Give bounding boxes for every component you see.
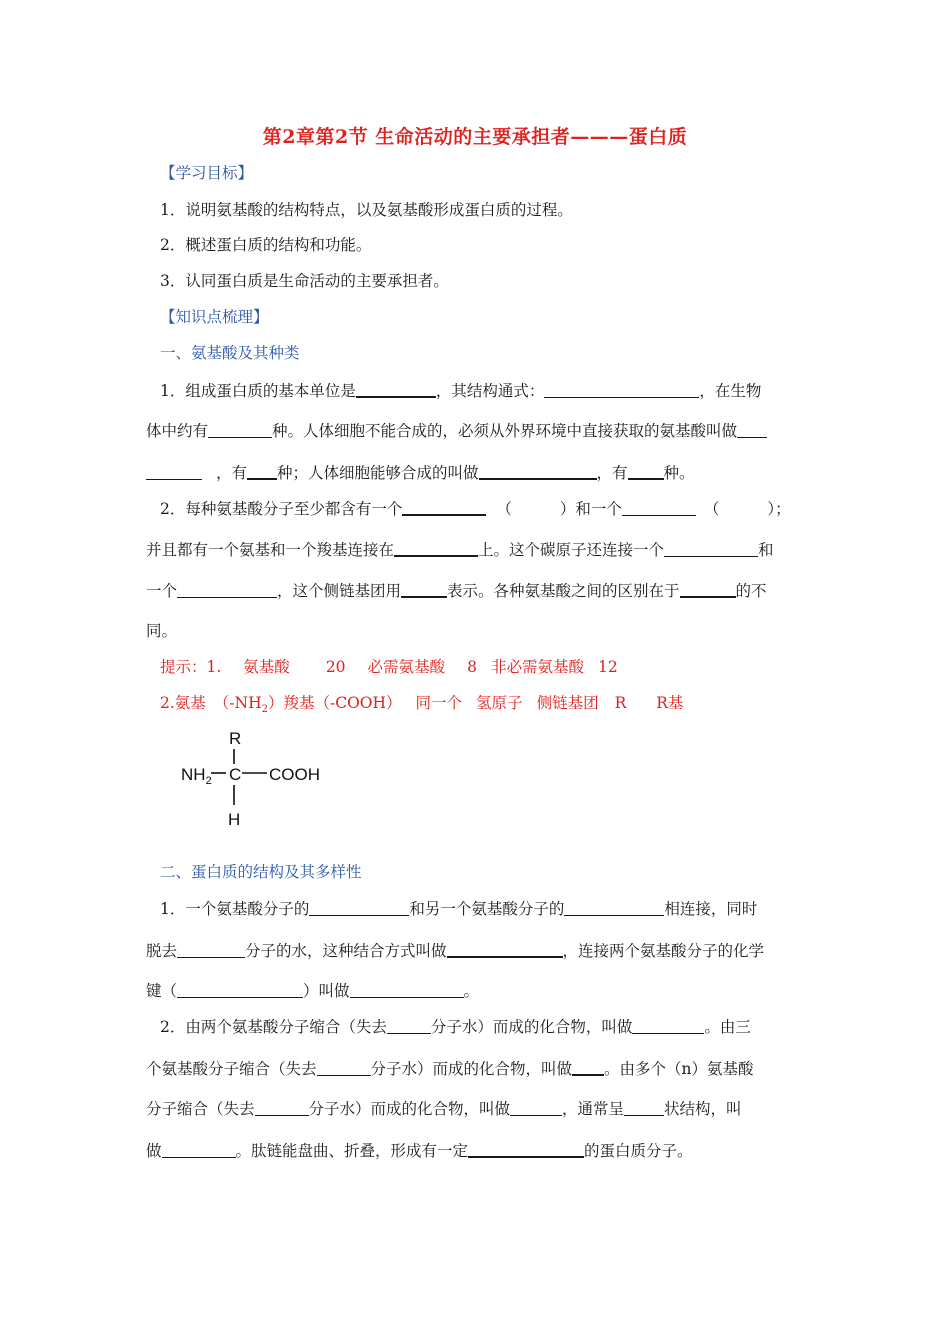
- blank: [317, 1059, 371, 1076]
- blank: [247, 462, 277, 480]
- blank: [401, 580, 447, 598]
- blank: [468, 1140, 584, 1158]
- knowledge-header: 【知识点梳理】: [160, 308, 269, 326]
- blank: [479, 462, 597, 480]
- blank: [564, 899, 664, 916]
- s2-p1-line3: 键（ ）叫做 。: [146, 982, 480, 1000]
- goal-item: 1．说明氨基酸的结构特点，以及氨基酸形成蛋白质的过程。: [160, 201, 573, 219]
- goal-item: 3．认同蛋白质是生命活动的主要承担者。: [160, 272, 449, 290]
- s1-p1-line2: 体中约有 种。人体细胞不能合成的，必须从外界环境中直接获取的氨基酸叫做: [146, 421, 767, 441]
- s1-p2-line3: 一个 ，这个侧链基团用 表示。各种氨基酸之间的区别在于 的不: [146, 582, 767, 600]
- blank: [177, 981, 303, 998]
- goal-item: 2．概述蛋白质的结构和功能。: [160, 236, 372, 254]
- alpha-carbon-label: C: [229, 765, 242, 784]
- blank: [162, 1141, 236, 1158]
- blank: [572, 1058, 604, 1076]
- s2-p2-line3: 分子缩合（失去 分子水）而成的化合物，叫做 ，通常呈 状结构，叫: [146, 1100, 742, 1118]
- blank: [737, 421, 767, 438]
- blank: [622, 499, 696, 516]
- s2-p2-line4: 做 。肽链能盘曲、折叠，形成有一定 的蛋白质分子。: [146, 1142, 693, 1160]
- blank: [309, 899, 409, 916]
- blank: [177, 941, 245, 958]
- blank: [208, 421, 272, 438]
- amino-acid-structure-diagram: [178, 728, 328, 833]
- blank: [394, 539, 478, 557]
- hint-line1: 提示：1. 氨基酸 20 必需氨基酸 8 非必需氨基酸 12: [160, 658, 618, 676]
- hint-line2: 2.氨基 $(-NH_2)$羧基（-COOH） 同一个 氢原子 侧链基团 R R基: [160, 694, 684, 716]
- page-title: 第2章第2节 生命活动的主要承担者———蛋白质: [262, 126, 688, 148]
- r-group-label: R: [229, 729, 242, 748]
- blank: [146, 463, 202, 480]
- blank: [387, 1017, 431, 1034]
- amino-group-label: $NH_2$: [181, 765, 212, 787]
- blank: [356, 380, 436, 398]
- blank: [664, 540, 758, 557]
- blank: [447, 940, 563, 958]
- blank: [402, 498, 486, 516]
- carboxyl-group-label: COOH: [269, 765, 320, 784]
- blank: [544, 381, 699, 398]
- s1-p2-line2: 并且都有一个氨基和一个羧基连接在 上。这个碳原子还连接一个 和: [146, 541, 774, 559]
- s1-p2-line1: 2．每种氨基酸分子至少都含有一个 （ ）和一个 （ ）；: [160, 500, 791, 518]
- s1-p2-line4: 同。: [146, 622, 178, 640]
- blank: [632, 1017, 704, 1034]
- blank: [255, 1099, 309, 1116]
- goals-header: 【学习目标】: [160, 164, 254, 182]
- s1-p1-line3: ，有 种；人体细胞能够合成的叫做 ，有 种。: [146, 462, 695, 483]
- blank: [628, 462, 664, 480]
- s2-p2-line2: 个氨基酸分子缩合（失去 分子水）而成的化合物，叫做 。由多个（n）氨基酸: [146, 1060, 754, 1078]
- blank: [680, 580, 736, 598]
- hydrogen-label: H: [228, 810, 241, 829]
- s2-p1-line2: 脱去 分子的水，这种结合方式叫做 ，连接两个氨基酸分子的化学: [146, 942, 765, 960]
- blank: [510, 1099, 562, 1116]
- s2-p2-line1: 2．由两个氨基酸分子缩合（失去 分子水）而成的化合物，叫做 。由三: [160, 1018, 751, 1036]
- s2-p1-line1: 1．一个氨基酸分子的 和另一个氨基酸分子的 相连接，同时: [160, 900, 758, 918]
- blank: [350, 981, 464, 998]
- section1-title: 一、氨基酸及其种类: [160, 344, 300, 362]
- section2-title: 二、蛋白质的结构及其多样性: [160, 863, 362, 881]
- blank: [624, 1099, 664, 1116]
- blank: [177, 581, 277, 598]
- s1-p1-line1: 1．组成蛋白质的基本单位是 ，其结构通式： ，在生物: [160, 382, 762, 400]
